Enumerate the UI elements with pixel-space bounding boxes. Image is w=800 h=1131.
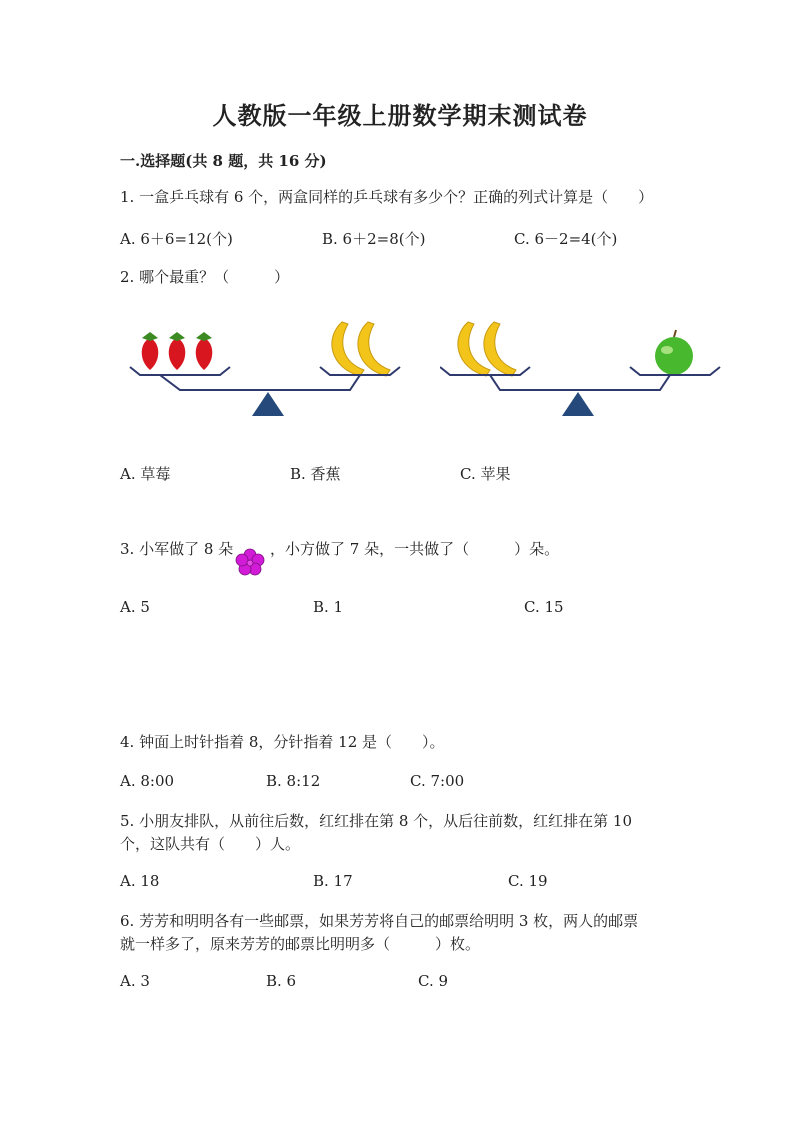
- question-1-text: 1. 一盒乒乓球有 6 个，两盒同样的乒乓球有多少个？正确的列式计算是（ ）: [120, 188, 654, 206]
- question-1-option-b[interactable]: B. 6＋2=8(个): [322, 230, 426, 248]
- question-3-option-a[interactable]: A. 5: [120, 598, 150, 616]
- question-6-option-c[interactable]: C. 9: [418, 972, 449, 990]
- question-5-text-line2: 个，这队共有（ ）人。: [120, 835, 301, 853]
- question-4-option-b[interactable]: B. 8:12: [266, 772, 321, 790]
- question-6-text-line2: 就一样多了，原来芳芳的邮票比明明多（ ）枚。: [120, 935, 481, 953]
- question-5-text-line1: 5. 小朋友排队，从前往后数，红红排在第 8 个，从后往前数，红红排在第 10: [120, 812, 633, 830]
- question-5-option-a[interactable]: A. 18: [120, 872, 160, 890]
- strawberry-icon: [196, 332, 213, 370]
- strawberry-icon: [142, 332, 159, 370]
- question-6-text-line1: 6. 芳芳和明明各有一些邮票，如果芳芳将自己的邮票给明明 3 枚，两人的邮票: [120, 912, 639, 930]
- question-4-option-c[interactable]: C. 7:00: [410, 772, 465, 790]
- question-5-option-b[interactable]: B. 17: [313, 872, 353, 890]
- question-3-option-c[interactable]: C. 15: [524, 598, 564, 616]
- question-6-option-a[interactable]: A. 3: [120, 972, 150, 990]
- question-4-option-a[interactable]: A. 8:00: [120, 772, 175, 790]
- question-3-option-b[interactable]: B. 1: [313, 598, 344, 616]
- page-title: 人教版一年级上册数学期末测试卷: [212, 101, 588, 130]
- question-1-option-a[interactable]: A. 6＋6=12(个): [120, 230, 233, 248]
- question-1-option-c[interactable]: C. 6－2=4(个): [514, 230, 618, 248]
- question-5-option-c[interactable]: C. 19: [508, 872, 548, 890]
- strawberry-icon: [169, 332, 186, 370]
- banana-icon: [484, 322, 516, 376]
- section-heading: 一.选择题(共 8 题，共 16 分): [120, 152, 327, 170]
- balance-scale-right: [440, 310, 730, 430]
- question-2-option-a[interactable]: A. 草莓: [120, 465, 171, 483]
- question-2-option-c[interactable]: C. 苹果: [460, 465, 511, 483]
- apple-icon: [655, 330, 693, 375]
- question-2-option-b[interactable]: B. 香蕉: [290, 465, 341, 483]
- flower-icon: [235, 548, 265, 576]
- question-3-text-after: ，小方做了 7 朵，一共做了（ ）朵。: [270, 540, 560, 558]
- banana-icon: [358, 322, 390, 376]
- balance-scale-left: [120, 310, 420, 430]
- question-4-text: 4. 钟面上时针指着 8，分针指着 12 是（ ）。: [120, 733, 445, 751]
- question-6-option-b[interactable]: B. 6: [266, 972, 297, 990]
- question-2-text: 2. 哪个最重？（ ）: [120, 268, 290, 286]
- question-3-text-before: 3. 小军做了 8 朵: [120, 540, 234, 558]
